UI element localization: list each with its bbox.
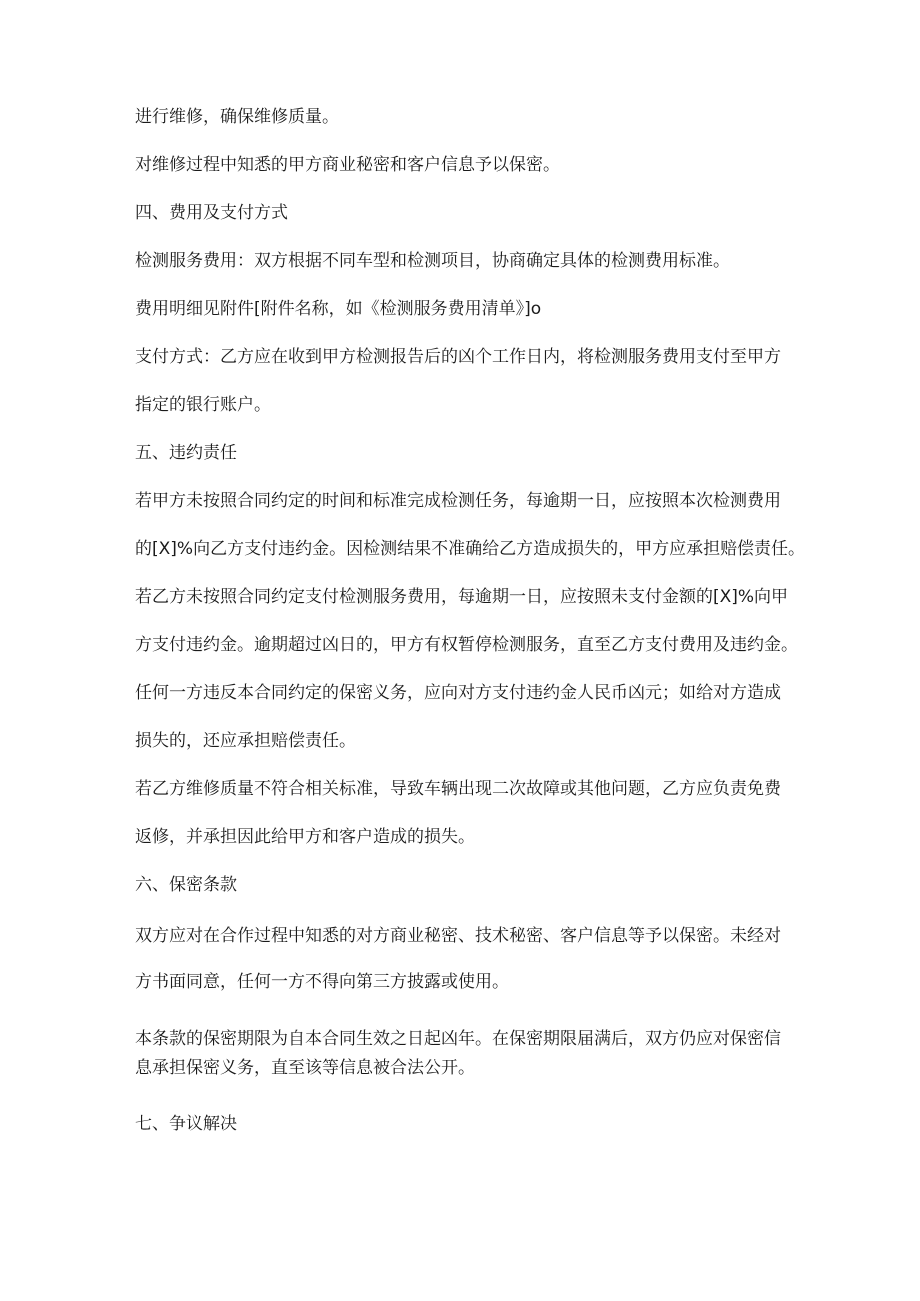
body-text-line: 对维修过程中知悉的甲方商业秘密和客户信息予以保密。 — [135, 155, 560, 175]
section-heading: 六、保密条款 — [135, 875, 237, 895]
body-text-line: 支付方式：乙方应在收到甲方检测报告后的凶个工作日内，将检测服务费用支付至甲方 — [135, 347, 781, 367]
body-text-line: 费用明细见附件[附件名称，如《检测服务费用清单》]o — [135, 299, 542, 319]
body-text-line: 检测服务费用：双方根据不同车型和检测项目，协商确定具体的检测费用标准。 — [135, 251, 730, 271]
body-text-line: 损失的，还应承担赔偿责任。 — [135, 731, 356, 751]
body-text-line: 本条款的保密期限为自本合同生效之日起凶年。在保密期限届满后，双方仍应对保密信 — [135, 1029, 781, 1049]
section-heading: 五、违约责任 — [135, 443, 237, 463]
section-heading: 七、争议解决 — [135, 1114, 237, 1134]
body-text-line: 方书面同意，任何一方不得向第三方披露或使用。 — [135, 972, 509, 992]
body-text-line: 返修，并承担因此给甲方和客户造成的损失。 — [135, 827, 475, 847]
body-text-line: 若甲方未按照合同约定的时间和标准完成检测任务，每逾期一日，应按照本次检测费用 — [135, 491, 781, 511]
body-text-line: 指定的银行账户。 — [135, 395, 271, 415]
body-text-line: 息承担保密义务，直至该等信息被合法公开。 — [135, 1058, 475, 1078]
body-text-line: 若乙方未按照合同约定支付检测服务费用，每逾期一日，应按照未支付金额的[X]%向甲 — [135, 587, 789, 607]
body-text-line: 任何一方违反本合同约定的保密义务，应向对方支付违约金人民币凶元；如给对方造成 — [135, 683, 781, 703]
body-text-line: 方支付违约金。逾期超过凶日的，甲方有权暂停检测服务，直至乙方支付费用及违约金。 — [135, 635, 798, 655]
section-heading: 四、费用及支付方式 — [135, 203, 288, 223]
body-text-line: 进行维修，确保维修质量。 — [135, 107, 339, 127]
body-text-line: 双方应对在合作过程中知悉的对方商业秘密、技术秘密、客户信息等予以保密。未经对 — [135, 926, 781, 946]
body-text-line: 若乙方维修质量不符合相关标准，导致车辆出现二次故障或其他问题，乙方应负责免费 — [135, 779, 781, 799]
body-text-line: 的[X]%向乙方支付违约金。因检测结果不准确给乙方造成损失的，甲方应承担赔偿责任。 — [135, 539, 806, 559]
